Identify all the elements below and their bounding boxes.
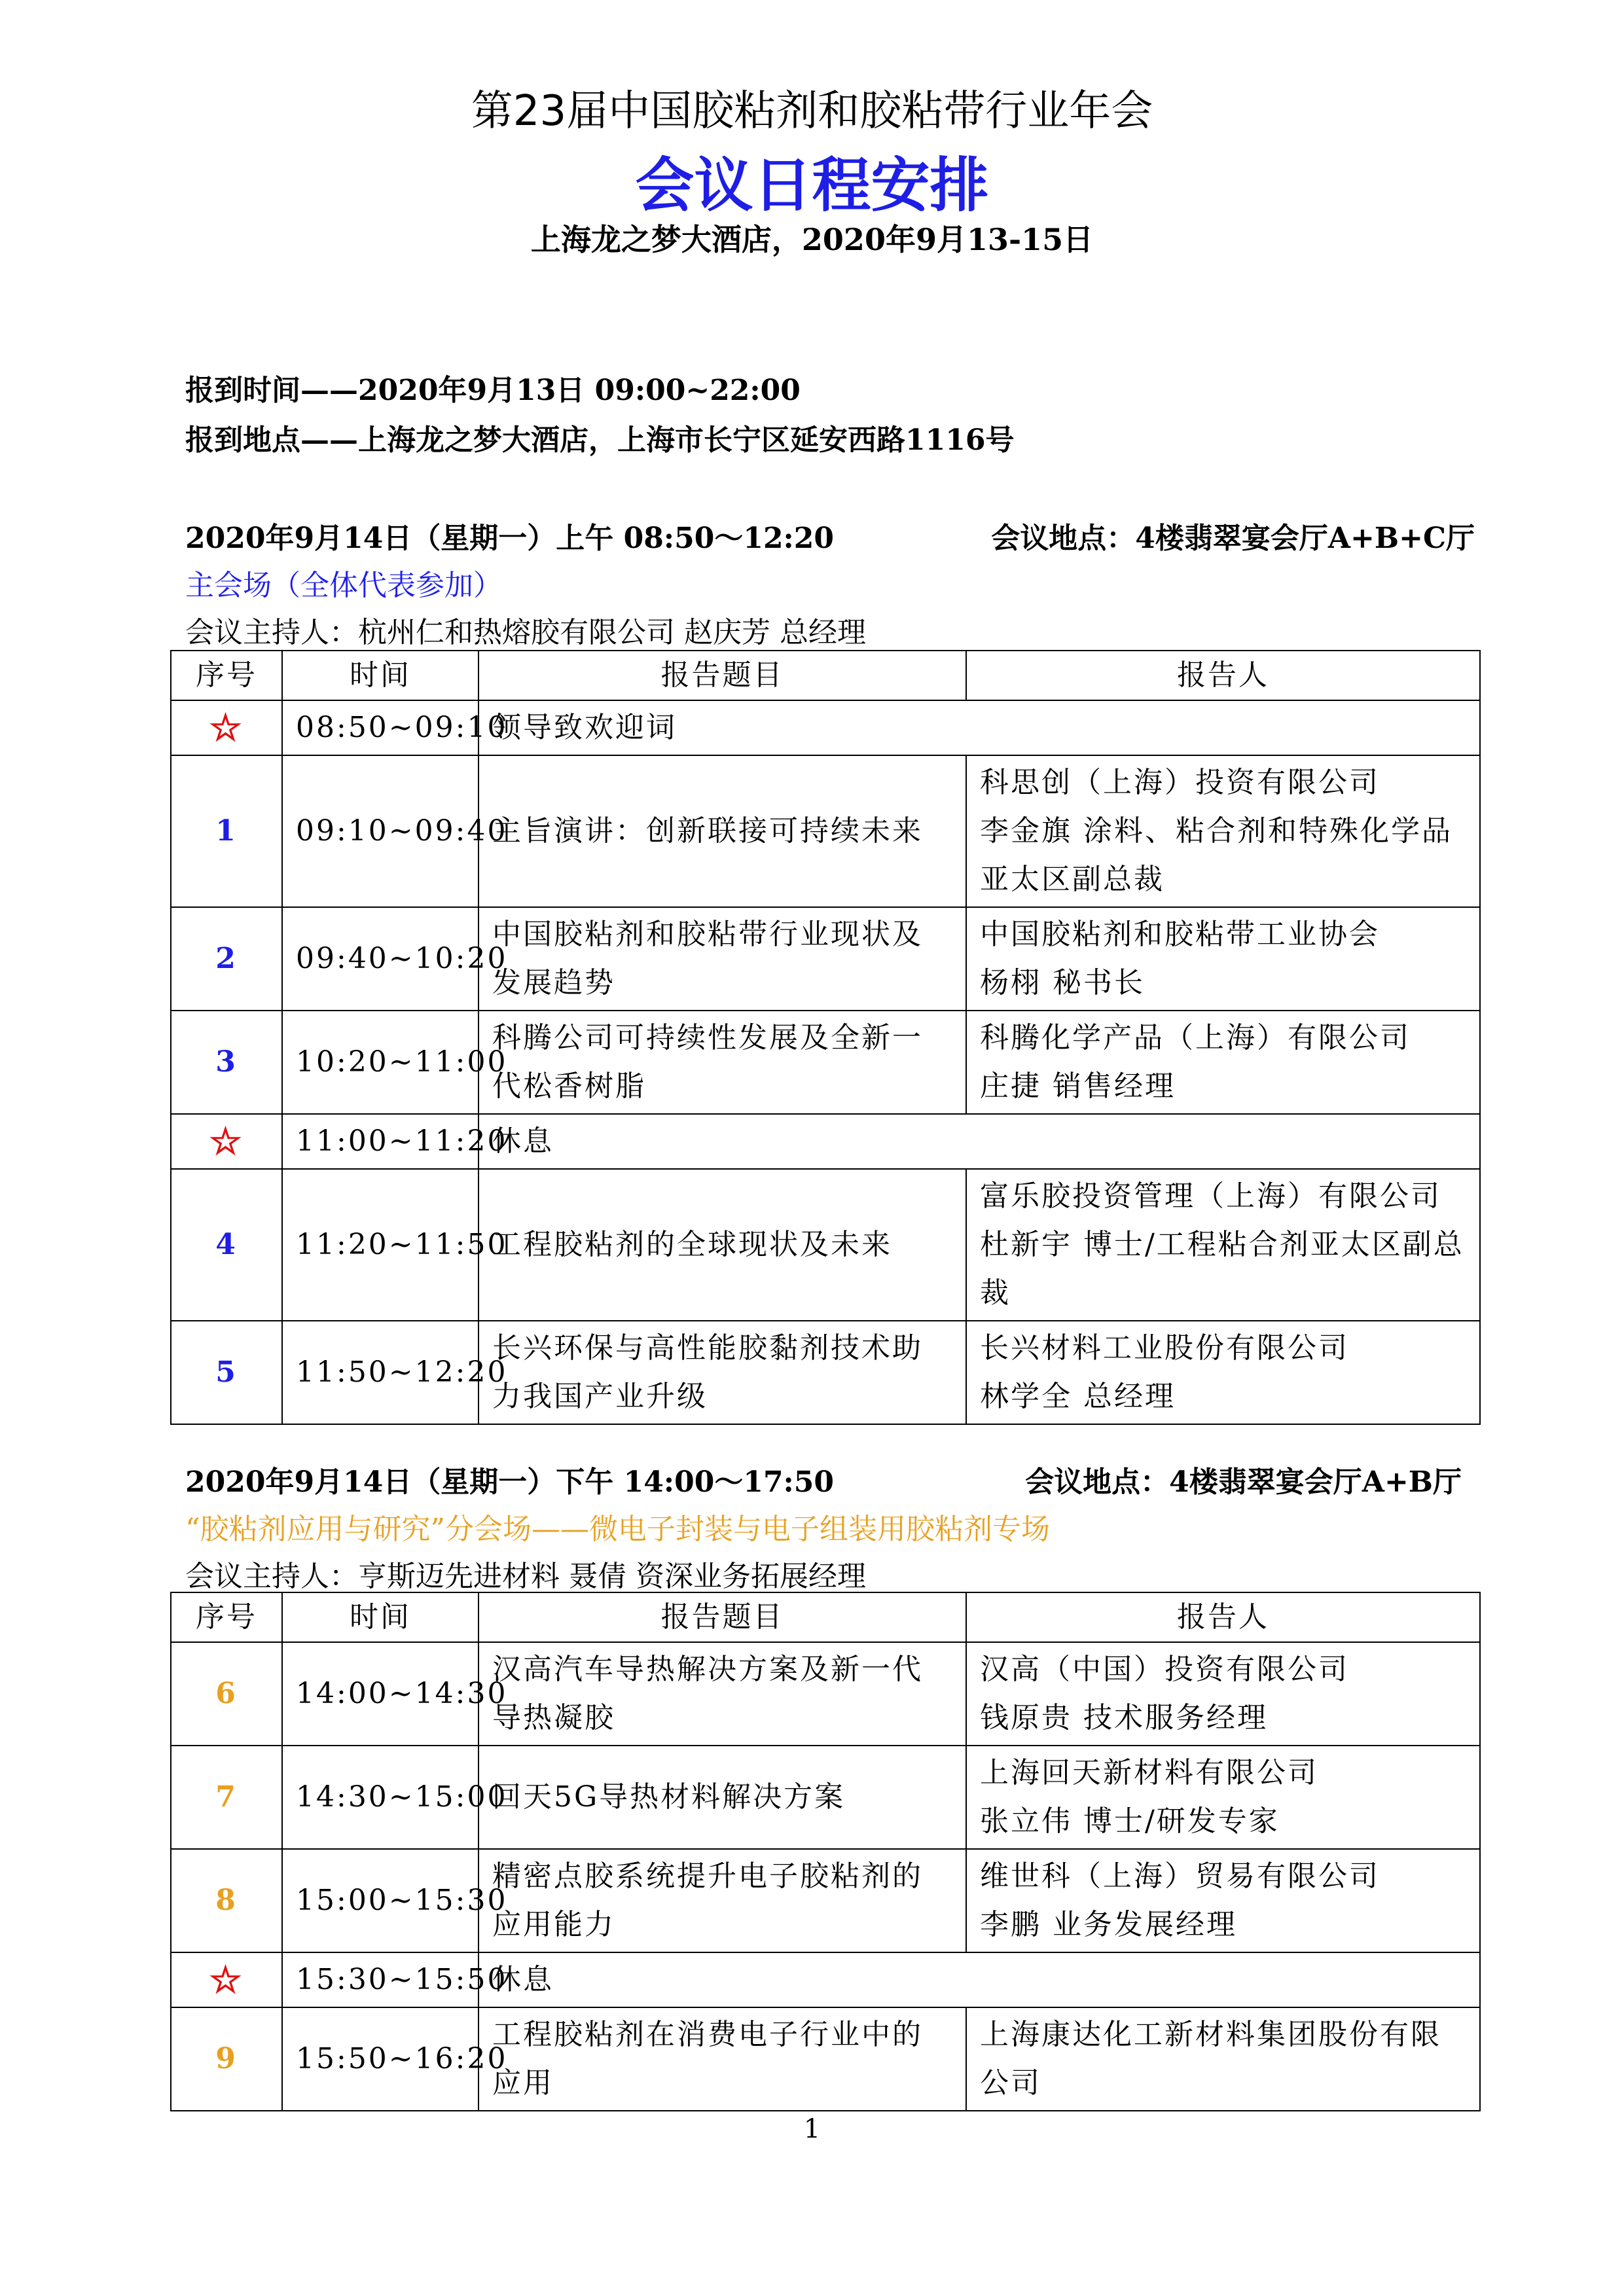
row-time: 09:10~09:40 [282,755,478,907]
session-1-table [170,650,1481,1425]
star-icon: ☆ [171,1952,282,2007]
session-1-datetime: 2020年9月14日（星期一）上午 08:50～12:20 [185,522,835,555]
row-number: 9 [171,2007,282,2111]
table-row [171,2007,1480,2111]
table-row [171,1321,1480,1424]
row-number: 2 [171,907,282,1011]
row-number: 8 [171,1849,282,1952]
page-number: 1 [803,2114,821,2144]
row-number: 1 [171,755,282,907]
session-2-name: “胶粘剂应用与研究”分会场——微电子封装与电子组装用胶粘剂专场 [185,1513,1050,1546]
table-row [171,1011,1480,1114]
session-1-name: 主会场（全体代表参加） [185,569,502,602]
session-2-datetime: 2020年9月14日（星期一）下午 14:00～17:50 [185,1465,835,1499]
col-header-no: 序号 [171,1592,282,1642]
row-time: 15:50~16:20 [282,2007,478,2111]
session-2-host: 会议主持人：亨斯迈先进材料 聂倩 资深业务拓展经理 [185,1560,866,1593]
table-row [171,1114,1480,1169]
table-row [171,1746,1480,1849]
col-header-time: 时间 [282,651,478,700]
row-speaker: 上海康达化工新材料集团股份有限公司 [966,2007,1480,2111]
row-speaker: 维世科（上海）贸易有限公司 李鹏 业务发展经理 [966,1849,1480,1952]
table-row [171,700,1480,755]
row-speaker: 上海回天新材料有限公司 张立伟 博士/研发专家 [966,1746,1480,1849]
row-topic: 休息 [478,1114,1480,1169]
row-speaker: 富乐胶投资管理（上海）有限公司 杜新宇 博士/工程粘合剂亚太区副总裁 [966,1169,1480,1321]
col-header-no: 序号 [171,651,282,700]
row-topic: 工程胶粘剂在消费电子行业中的应用 [478,2007,966,2111]
col-header-topic: 报告题目 [478,651,966,700]
session-2-table [170,1592,1481,2111]
row-time: 08:50~09:10 [282,700,478,755]
table-row [171,1952,1480,2007]
row-time: 11:00~11:20 [282,1114,478,1169]
table-row [171,1642,1480,1746]
row-speaker: 科腾化学产品（上海）有限公司 庄捷 销售经理 [966,1011,1480,1114]
star-icon: ☆ [171,1114,282,1169]
venue-date: 上海龙之梦大酒店，2020年9月13-15日 [530,222,1094,257]
row-number: 3 [171,1011,282,1114]
row-topic: 工程胶粘剂的全球现状及未来 [478,1169,966,1321]
col-header-topic: 报告题目 [478,1592,966,1642]
row-time: 14:00~14:30 [282,1642,478,1746]
registration-time: 报到时间——2020年9月13日 09:00~22:00 [185,374,801,407]
row-topic: 休息 [478,1952,1480,2007]
row-topic: 领导致欢迎词 [478,700,1480,755]
registration-place: 报到地点——上海龙之梦大酒店，上海市长宁区延安西路1116号 [185,423,1015,457]
session-2-header [185,1458,1475,1500]
row-time: 11:50~12:20 [282,1321,478,1424]
col-header-speaker: 报告人 [966,1592,1480,1642]
session-1-header [185,514,1475,556]
row-speaker: 科思创（上海）投资有限公司 李金旗 涂料、粘合剂和特殊化学品亚太区副总裁 [966,755,1480,907]
row-speaker: 中国胶粘剂和胶粘带工业协会 杨栩 秘书长 [966,907,1480,1011]
session-2-location: 会议地点：4楼翡翠宴会厅A+B厅 [1025,1465,1462,1499]
session-1-location: 会议地点：4楼翡翠宴会厅A+B+C厅 [991,522,1475,555]
row-time: 15:30~15:50 [282,1952,478,2007]
col-header-speaker: 报告人 [966,651,1480,700]
row-time: 09:40~10:20 [282,907,478,1011]
row-topic: 回天5G导热材料解决方案 [478,1746,966,1849]
row-topic: 科腾公司可持续性发展及全新一代松香树脂 [478,1011,966,1114]
row-speaker: 长兴材料工业股份有限公司 林学全 总经理 [966,1321,1480,1424]
row-number: 5 [171,1321,282,1424]
row-time: 11:20~11:50 [282,1169,478,1321]
row-speaker: 汉高（中国）投资有限公司 钱原贵 技术服务经理 [966,1642,1480,1746]
table-row [171,1169,1480,1321]
table-header-row [171,651,1480,700]
table-header-row [171,1592,1480,1642]
row-time: 14:30~15:00 [282,1746,478,1849]
row-number: 6 [171,1642,282,1746]
row-number: 4 [171,1169,282,1321]
conference-title: 第23届中国胶粘剂和胶粘带行业年会 [471,87,1153,135]
row-topic: 长兴环保与高性能胶黏剂技术助力我国产业升级 [478,1321,966,1424]
row-topic: 主旨演讲：创新联接可持续未来 [478,755,966,907]
star-icon: ☆ [171,700,282,755]
row-time: 15:00~15:30 [282,1849,478,1952]
schedule-heading: 会议日程安排 [635,151,989,220]
col-header-time: 时间 [282,1592,478,1642]
row-topic: 中国胶粘剂和胶粘带行业现状及发展趋势 [478,907,966,1011]
row-time: 10:20~11:00 [282,1011,478,1114]
row-topic: 精密点胶系统提升电子胶粘剂的应用能力 [478,1849,966,1952]
row-number: 7 [171,1746,282,1849]
session-1-host: 会议主持人：杭州仁和热熔胶有限公司 赵庆芳 总经理 [185,616,866,649]
row-topic: 汉高汽车导热解决方案及新一代导热凝胶 [478,1642,966,1746]
table-row [171,1849,1480,1952]
table-row [171,755,1480,907]
table-row [171,907,1480,1011]
